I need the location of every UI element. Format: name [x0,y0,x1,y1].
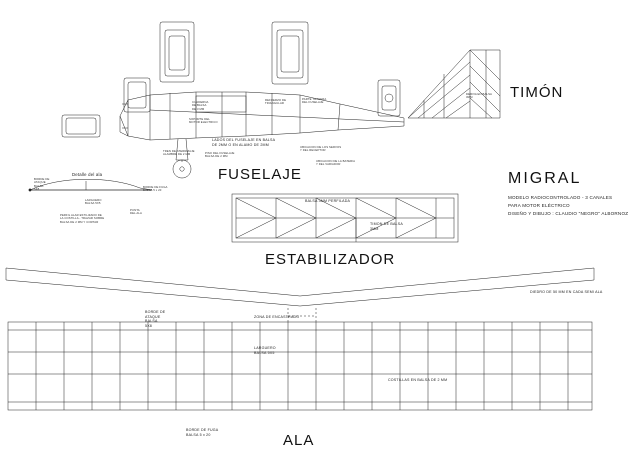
annotation-line: ATAQUE [145,314,161,319]
annotation-line: REFUERZO DE [265,98,287,102]
annotation-n-tren [163,150,195,157]
annotation-n-soporte-motor [189,118,218,125]
annotation-line: UBICACION DE LA BATERIA [316,159,356,163]
annotation-line: SOPORTE DEL [189,117,210,121]
annotation-line: LA COSTILLA - TRAZAR SOBRE [60,216,105,221]
annotation-line: DEL FUSELAJE [302,100,324,105]
annotation-n-larguero-2 [254,346,276,355]
annotation-line: PERFIL ALAR ESTILIZADO DE [60,213,102,217]
annotation-line: UBICACION DE LOS SERVOS [300,145,342,149]
annotation-line: PISO DEL FUSELAJE [205,151,235,155]
annotation-line: BALSA 5X5 [85,201,101,206]
part-motor-mount [378,80,400,116]
annotation-line: BALSA [145,319,158,324]
annotation-line: DE 2MM O EN ALAMO DE 2MM [212,142,269,147]
credit-line-2: PARA MOTOR ELÉCTRICO [508,202,570,208]
annotation-line: ALAMBRE DE 2 MM [163,152,191,157]
annotation-n-bateria [316,160,355,167]
wing-front-view [6,268,594,306]
annotation-line: BALSA DE 2 MM Y CORTAR [60,219,99,224]
label-ala: ALA [283,432,315,449]
annotation-line: DE BALSA [192,103,207,108]
annotation-n-deriva [466,93,492,100]
annotation-n-estab-balsa [305,199,350,204]
credit-line-3: DISEÑO Y DIBUJO : CLAUDIO "NEGRO" ALBORNOZ [508,210,629,216]
annotation-line: DIEDRO DE 50 MM EN CADA SEMI ALA [530,290,603,294]
annotation-line: 3MM [370,226,379,231]
annotation-n-borde-ataque-1 [34,178,49,192]
annotation-line: BORDE DE [34,177,50,181]
annotation-line: PUNTA [130,208,140,212]
annotation-line: ZONA DE ENCASTRADO [254,315,300,319]
annotation-line: LARGUERO [85,198,102,202]
annotation-line: ATAQUE [34,180,46,185]
annotation-line: DERIVA EN BALSA [466,92,493,96]
annotation-line: PARTE TRASERA [302,97,327,101]
annotation-line: BORDE DE FUGA [186,428,219,432]
part-former-small [62,115,100,137]
annotation-n-lados-fuselaje [212,138,275,147]
annotation-n-zona-encastre [254,315,299,320]
annotation-n-detalle-ala [72,172,102,178]
label-model-name: MIGRAL [508,170,582,187]
annotation-line: BALSA 5X5 [254,350,275,355]
annotation-line: BALSA 5 x 20 [186,432,211,437]
annotation-line: COSTILLAS EN BALSA DE 2 MM [388,378,448,382]
label-fuselaje: FUSELAJE [218,166,302,183]
annotation-line: Y DEL RECEPTOR [300,148,326,153]
annotation-n-diedro [530,290,603,295]
credits-block [508,194,628,217]
annotation-n-perfil [60,214,104,224]
wing-plan-view [8,308,592,410]
annotation-n-borde-ataque-2 [145,310,165,329]
annotation-line: Y DEL VARIADOR [316,162,341,167]
annotation-line: BORDE DE FUGA [143,185,168,189]
annotation-line: BALSA 3MM PERFILADA [305,199,351,203]
annotation-line: 3MM [466,95,473,100]
label-estabilizador: ESTABILIZADOR [265,251,396,268]
annotation-line: Detalle del ala [72,172,103,177]
annotation-line: BALSA [34,183,44,188]
part-fin-rudder [408,50,500,118]
annotation-n-timon-balsa [370,222,403,231]
annotation-n-cuaderna-1 [192,101,209,111]
annotation-line: TRIANGULAR [265,101,285,106]
annotation-line: DE 3 MM [192,106,205,111]
annotation-n-servos [300,146,341,153]
annotation-n-larguero-1 [85,199,102,206]
annotation-n-costillas [388,378,447,383]
annotation-line: LARGUERO [254,346,276,350]
part-former-top-2 [272,22,308,84]
annotation-n-punta-ala [130,209,142,216]
annotation-line: DEL ALA [130,211,142,216]
annotation-line: BALSA 5 x 20 [143,188,162,193]
annotation-line: TIMON DE BALSA [370,222,403,226]
annotation-line: CUADERNA [192,100,209,104]
annotation-n-borde-fuga-1 [143,186,167,193]
label-timon: TIMÓN [510,84,564,101]
annotation-line: LADOS DEL FUSELAJE EN BALSA [212,138,276,142]
annotation-line: 5X8 [145,324,152,329]
annotation-n-refuerzo [265,99,286,106]
annotation-line: BORDE DE [145,310,166,314]
annotation-n-piso [205,152,234,159]
annotation-line: BALSA DE 2 MM [205,154,228,159]
annotation-line: MOTOR ELECTRICO [189,120,218,125]
part-former-top-1 [160,22,194,82]
annotation-line: 5X8 [34,187,40,192]
annotation-n-cola [302,98,326,105]
annotation-line: TREN DE ATERRIZAJE [163,149,195,153]
annotation-n-borde-fuga-2 [186,428,218,437]
credit-line-1: MODELO RADIOCONTROLADO - 3 CANALES [508,195,613,200]
